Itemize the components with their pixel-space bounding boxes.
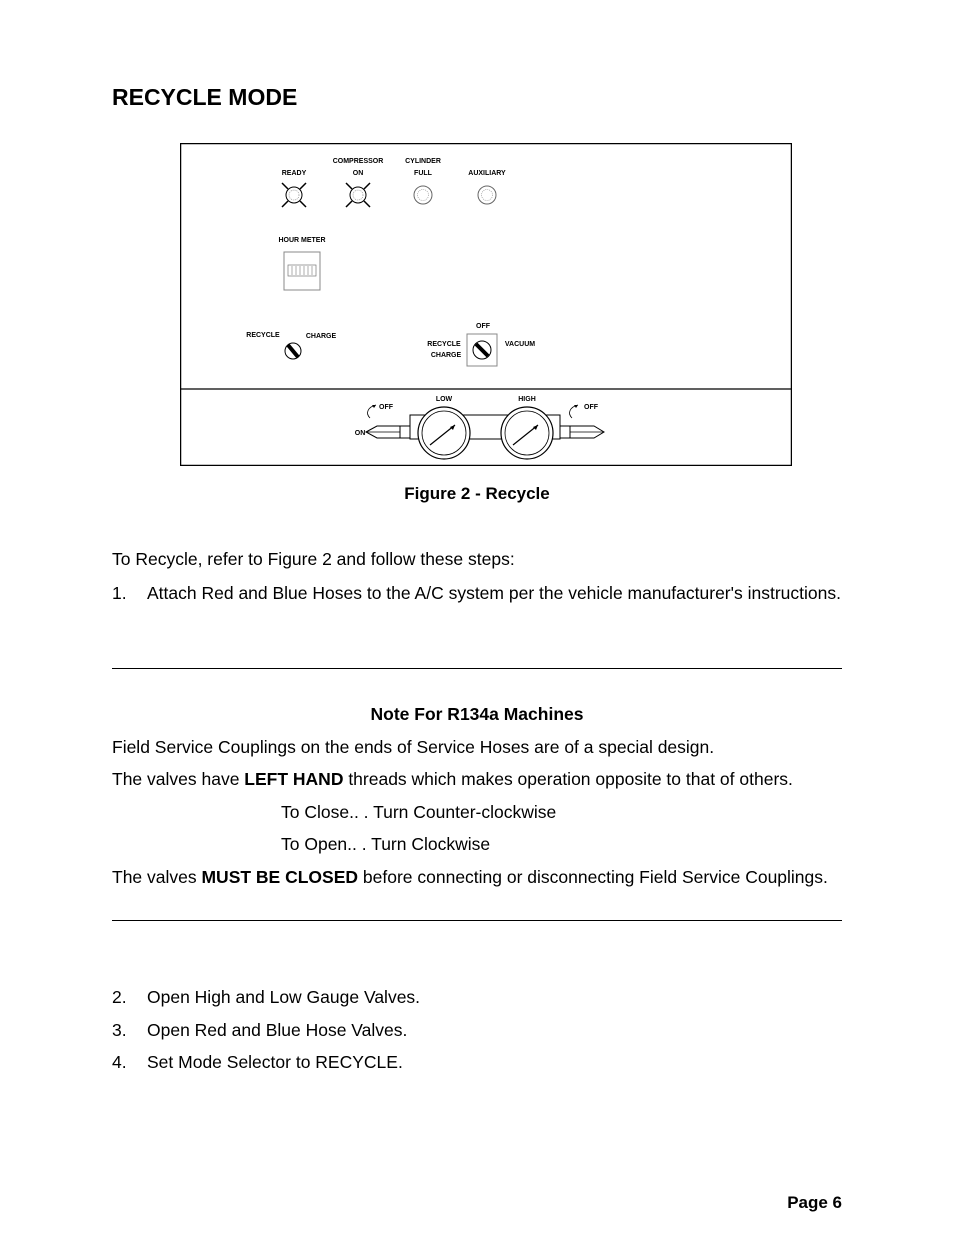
switch2-right-label: VACUUM: [504, 341, 536, 348]
auxiliary-light-icon: [478, 186, 496, 204]
gauge-low-label: LOW: [435, 396, 453, 403]
switch1-left-label: RECYCLE: [246, 332, 280, 339]
light-label-on: ON: [352, 170, 364, 177]
light-label-auxiliary: AUXILIARY: [468, 170, 506, 177]
note-line-2-pre: The valves have: [112, 769, 245, 789]
page-title: RECYCLE MODE: [112, 84, 298, 110]
light-label-cylinder: CYLINDER: [405, 158, 441, 165]
note-line-1: Field Service Couplings on the ends of Service Hoses are of a special design.: [112, 737, 715, 757]
note-left-hand: LEFT HAND: [244, 769, 344, 789]
note-must-be-closed: MUST BE CLOSED: [201, 867, 359, 887]
note-close-instruction: To Close.. . Turn Counter-clockwise: [281, 802, 557, 822]
gauge-high-label: HIGH: [518, 396, 536, 403]
note-top-divider: [112, 668, 842, 669]
step-2-text: Open High and Low Gauge Valves.: [147, 987, 421, 1007]
step-1-number: 1.: [112, 583, 127, 603]
recycle-panel-figure: [180, 143, 792, 466]
ready-light-icon: [282, 183, 306, 207]
left-valve-on-label: ON: [354, 430, 366, 437]
hour-meter-label: HOUR METER: [278, 237, 326, 244]
light-label-full: FULL: [414, 170, 432, 177]
cylinder-full-light-icon: [414, 186, 432, 204]
left-valve-off-label: OFF: [379, 404, 393, 411]
note-open-instruction: To Open.. . Turn Clockwise: [281, 834, 491, 854]
step-3-text: Open Red and Blue Hose Valves.: [147, 1020, 408, 1040]
switch1-right-label: CHARGE: [305, 333, 337, 340]
switch2-left2-label: CHARGE: [430, 352, 462, 359]
light-label-ready: READY: [281, 170, 307, 177]
figure-caption: Figure 2 - Recycle: [404, 484, 550, 503]
note-line-2-post: threads which makes operation opposite to that of others.: [343, 769, 793, 789]
intro-text: To Recycle, refer to Figure 2 and follow these steps:: [112, 549, 515, 569]
hour-meter-icon: [284, 252, 320, 290]
page-number: Page 6: [787, 1193, 842, 1212]
step-1-text: Attach Red and Blue Hoses to the A/C system per the vehicle manufacturer's instructions.: [147, 583, 841, 603]
note-line-2: [112, 769, 842, 790]
note-line-3: [112, 867, 842, 888]
step-4-text: Set Mode Selector to RECYCLE.: [147, 1052, 403, 1072]
high-pressure-gauge-icon: [501, 407, 553, 459]
step-2-number: 2.: [112, 987, 127, 1007]
note-line-3-pre: The valves: [112, 867, 202, 887]
right-valve-off-label: OFF: [584, 404, 598, 411]
note-bottom-divider: [112, 920, 842, 921]
note-heading: Note For R134a Machines: [370, 704, 584, 724]
step-4-number: 4.: [112, 1052, 127, 1072]
light-label-compressor: COMPRESSOR: [332, 158, 384, 165]
compressor-light-icon: [346, 183, 370, 207]
switch2-top-label: OFF: [476, 323, 490, 330]
note-line-3-post: before connecting or disconnecting Field Service Couplings.: [358, 867, 828, 887]
mode-selector-switch-icon: [467, 334, 497, 366]
recycle-charge-switch-icon: [285, 343, 301, 359]
low-pressure-gauge-icon: [418, 407, 470, 459]
switch2-left1-label: RECYCLE: [427, 341, 461, 348]
step-3-number: 3.: [112, 1020, 127, 1040]
